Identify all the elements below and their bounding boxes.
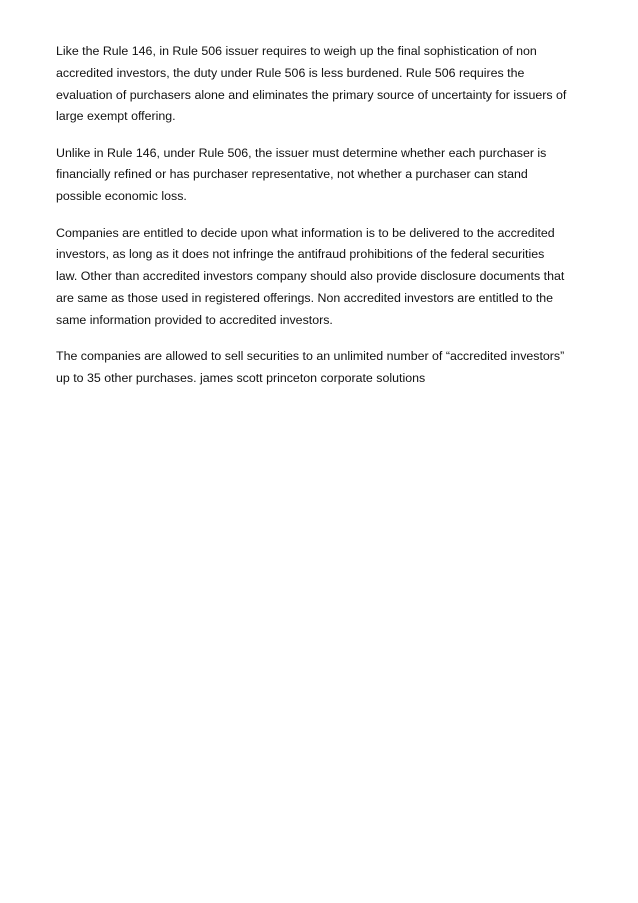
- paragraph-information-disclosure: Companies are entitled to decide upon what information is to be delivered to the accredited investors, as long as it does not infringe the antifraud prohibitions of the federal securities law. Other than accredited investors company should also provide disclosure documents that are same as those used in registered offerings. Non accredited investors are entitled to the same information provided to accredited investors.: [56, 225, 565, 327]
- paragraph-rule-506-comparison: Like the Rule 146, in Rule 506 issuer requires to weigh up the final sophistication of non accredited investors, the duty under Rule 506 is less burdened. Rule 506 requires the evaluation of purchasers alone and eliminates the primary source of uncertainty for issuers of large exempt offering.: [56, 44, 567, 124]
- document-body: [56, 41, 592, 404]
- paragraph-purchaser-determination: Unlike in Rule 146, under Rule 506, the issuer must determine whether each purchaser is financially refined or has purchaser representative, not whether a purchaser can stand possible economic loss.: [56, 145, 547, 204]
- paragraph-unlimited-investors: The companies are allowed to sell securities to an unlimited number of “accredited investors” up to 35 other purchases. james scott princeton corporate solutions: [56, 349, 565, 385]
